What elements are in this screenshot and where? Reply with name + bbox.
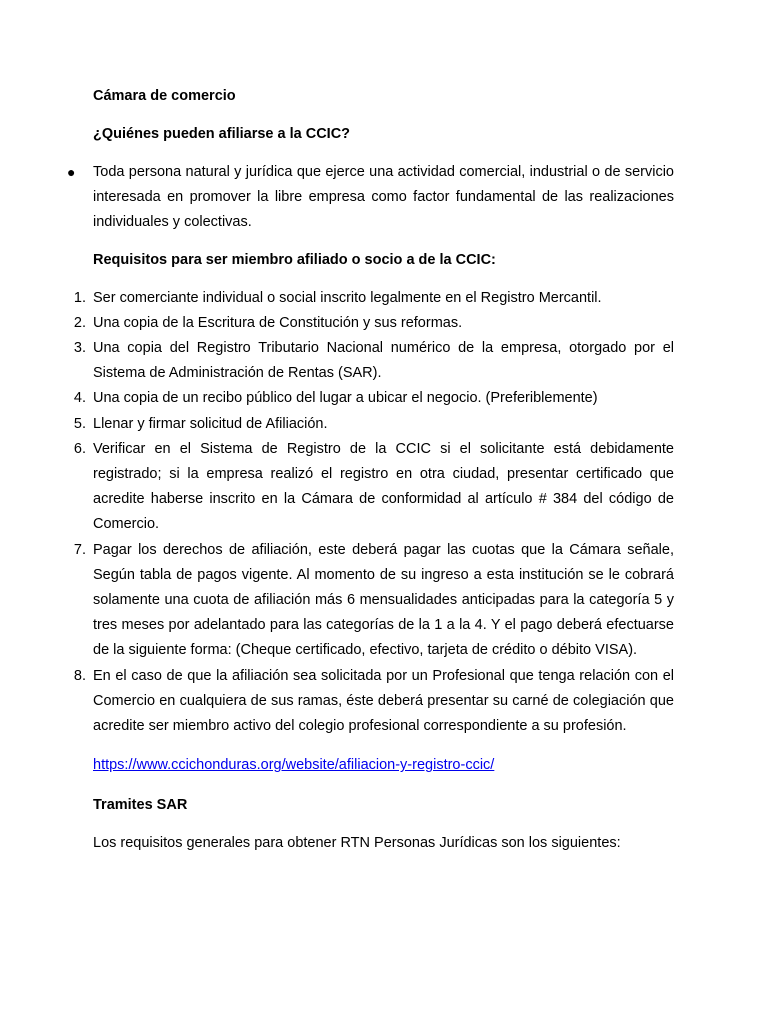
link-row bbox=[93, 755, 674, 775]
list-item bbox=[73, 437, 674, 538]
list-number: 5. bbox=[73, 415, 86, 432]
list-item-text: Una copia de un recibo público del lugar a ubicar el negocio. (Preferiblemente) bbox=[93, 390, 598, 407]
list-item bbox=[73, 664, 674, 740]
list-item-text: Pagar los derechos de afiliación, este deberá pagar las cuotas que la Cámara señale, Según tabla de pagos vigente. Al momento de su ingreso a esta institución se le cobrará solamente una cuota de afiliación más 6 mensualidades anticipadas para la categoría 5 y tres meses por adelantado para las categorías de la 1 a la 4. Y el pago deberá efectuarse de la siguiente forma: (Cheque certificado, efectivo, tarjeta de crédito o débito VISA). bbox=[93, 541, 674, 659]
list-number: 8. bbox=[73, 667, 86, 684]
list-item bbox=[73, 286, 674, 311]
list-item bbox=[73, 538, 674, 664]
ccic-afiliacion-link[interactable]: https://www.ccichonduras.org/website/afiliacion-y-registro-ccic/ bbox=[93, 757, 495, 774]
list-number: 4. bbox=[73, 390, 86, 407]
list-item-text: Llenar y firmar solicitud de Afiliación. bbox=[93, 415, 328, 432]
list-item bbox=[73, 336, 674, 386]
bullet-item-text: Toda persona natural y jurídica que ejerce una actividad comercial, industrial o de servicio interesada en promover la libre empresa como factor fundamental de las realizaciones individuales y colectivas. bbox=[93, 164, 674, 231]
bullet-list bbox=[67, 160, 674, 236]
list-number: 3. bbox=[73, 340, 86, 357]
list-item-text: Una copia del Registro Tributario Nacional numérico de la empresa, otorgado por el Sistema de Administración de Rentas (SAR). bbox=[93, 340, 674, 382]
bullet-item bbox=[67, 160, 674, 236]
list-item-text: Ser comerciante individual o social inscrito legalmente en el Registro Mercantil. bbox=[93, 289, 602, 306]
heading-tramites-sar: Tramites SAR bbox=[93, 797, 188, 814]
heading-requisitos: Requisitos para ser miembro afiliado o socio a de la CCIC: bbox=[93, 251, 496, 268]
list-number: 1. bbox=[73, 289, 86, 306]
heading-camara-de-comercio: Cámara de comercio bbox=[93, 88, 236, 104]
list-number: 2. bbox=[73, 314, 86, 331]
list-item-text: Una copia de la Escritura de Constitución y sus reformas. bbox=[93, 314, 463, 331]
list-item-text: En el caso de que la afiliación sea solicitada por un Profesional que tenga relación con el Comercio en cualquiera de sus ramas, éste deberá presentar su carné de colegiación que acredite ser miembro activo del colegio profesional correspondiente a su profesión. bbox=[93, 667, 674, 735]
list-item-text: Verificar en el Sistema de Registro de la CCIC si el solicitante está debidamente registrado; si la empresa realizó el registro en otra ciudad, presentar certificado que acredite haberse inscrito en la Cámara de conformidad al artículo # 384 del código de Comercio. bbox=[93, 440, 674, 533]
rtn-requirements-intro: Los requisitos generales para obtener RTN Personas Jurídicas son los siguientes: bbox=[93, 835, 621, 852]
heading-quienes-pueden-afiliarse: ¿Quiénes pueden afiliarse a la CCIC? bbox=[93, 126, 351, 142]
requirements-list bbox=[73, 286, 674, 740]
document-content bbox=[67, 86, 674, 853]
list-number: 7. bbox=[73, 541, 86, 558]
bullet-dot-icon: ● bbox=[67, 164, 76, 180]
list-item bbox=[73, 412, 674, 437]
list-item bbox=[73, 386, 674, 411]
list-number: 6. bbox=[73, 440, 86, 457]
list-item bbox=[73, 311, 674, 336]
